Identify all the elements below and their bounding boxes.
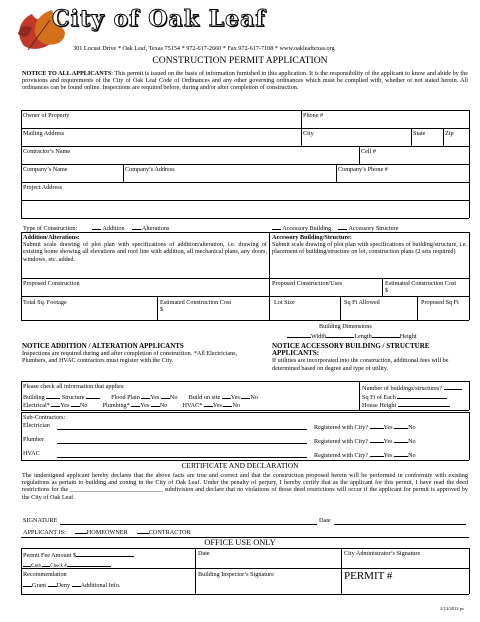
- dollar-sign: $: [160, 306, 164, 314]
- cert-date-label: Date: [319, 517, 331, 524]
- electrician-label: Electrician: [23, 422, 50, 429]
- yes-label: Yes: [60, 402, 70, 409]
- contractor-label: CONTRACTOR: [148, 529, 191, 536]
- phone-field[interactable]: Phone #: [303, 112, 324, 119]
- electrician-registered: [314, 422, 416, 431]
- house-height-label: House Height: [362, 402, 397, 409]
- homeowner-label: HOMEOWNER: [86, 529, 128, 536]
- owner-field[interactable]: Owner of Property: [23, 112, 70, 119]
- hvac-sub-label: HVAC: [23, 450, 40, 457]
- length-label: Length: [354, 333, 372, 340]
- recommendation-label: Recommendation: [23, 571, 67, 578]
- num-buildings-label: Number of buildings/structures?: [362, 385, 443, 392]
- no-label: No: [250, 394, 258, 401]
- company-phone-field[interactable]: Company’s Phone #: [338, 166, 388, 173]
- company-name-field[interactable]: Company’s Name: [23, 166, 68, 173]
- plumbing-no-checkbox[interactable]: [151, 400, 160, 407]
- permit-fee-field[interactable]: [23, 550, 134, 559]
- type-of-construction-label: Type of Construction:: [23, 225, 78, 232]
- est-cost-label: Estimated Construction Cost: [385, 280, 457, 287]
- building-label: Building: [23, 394, 45, 401]
- signature-label: SIGNATURE: [23, 517, 58, 524]
- building-checkbox[interactable]: [46, 392, 60, 399]
- plumbing-label: Plumbing*: [102, 402, 130, 409]
- no-label: No: [408, 424, 416, 431]
- signature-input[interactable]: [60, 524, 317, 525]
- deny-checkbox[interactable]: [48, 580, 57, 587]
- company-address-field[interactable]: Company’s Address: [125, 166, 175, 173]
- est-cost-label: Estimated Construction Cost: [160, 299, 232, 306]
- accessory-building-checkbox[interactable]: [272, 223, 281, 230]
- dollar-sign: $: [385, 287, 389, 295]
- accessory-block: [272, 234, 467, 256]
- additional-info-label: Additional Info.: [80, 582, 121, 589]
- plumbing-yes-checkbox[interactable]: [131, 400, 140, 407]
- addition-alterations-text: Submit scale drawing of plot plan with specifications of addition/alteration, i.e. drawing of existing home showing all elevations and roof line with addition, all mechanical plans, any doors, windows, etc. added.: [23, 241, 267, 263]
- flood-plain-label: Flood Plain: [111, 394, 140, 401]
- electrician-registered-no[interactable]: [394, 422, 408, 429]
- addition-notice-text: Inspections are required during and after completion of construction. *All Electricians, Plumbers, and HVAC contractors must register with the City.: [22, 350, 238, 365]
- no-label: No: [408, 438, 416, 445]
- accessory-notice-title: NOTICE ACCESSORY BUILDING / STRUCTURE APPLICANTS:: [272, 342, 430, 358]
- electrical-label: Electrical*: [23, 402, 50, 409]
- notice-to-applicants: [22, 70, 468, 92]
- plumber-input[interactable]: [57, 443, 307, 444]
- hvac-registered-yes[interactable]: [370, 450, 384, 457]
- addition-alterations-title: Addition/Alterations:: [23, 234, 80, 241]
- grant-label: Grant: [32, 582, 47, 589]
- accessory-building-label: Accessory Building: [282, 225, 332, 232]
- proposed-sq-ft-field[interactable]: Proposed Sq Ft: [421, 299, 459, 306]
- addition-notice: [22, 343, 262, 365]
- accessory-title: Accessory Building/Structure:: [272, 234, 352, 241]
- yes-label: Yes: [150, 394, 160, 401]
- sub-contractors-title: Sub-Contractors:: [23, 414, 66, 421]
- estimated-cost-field-accessory[interactable]: [385, 280, 456, 294]
- payment-row: [23, 560, 111, 570]
- accessory-notice-text: If utilities are incorporated into the construction, additional fees will be determined based on degree and type of utility.: [272, 357, 449, 372]
- permit-fee-label: Permit Fee Amount $: [23, 552, 77, 559]
- certificate-title: CERTIFICATE AND DECLARATION: [181, 461, 299, 470]
- proposed-construction-field[interactable]: Proposed Construction: [23, 280, 80, 287]
- contractor-name-field[interactable]: Contractor’s Name: [23, 148, 71, 155]
- electrician-input[interactable]: [57, 429, 307, 430]
- notice-label: NOTICE TO ALL APPLICANTS: [22, 70, 112, 77]
- checklist-row-2: [23, 400, 240, 409]
- no-label: No: [79, 402, 88, 409]
- estimated-cost-field-addition[interactable]: [160, 299, 231, 313]
- hvac-input[interactable]: [57, 457, 307, 458]
- hvac-yes-checkbox[interactable]: [204, 400, 213, 407]
- applicant-is-row: [23, 527, 191, 536]
- addition-notice-title: NOTICE ADDITION / ALTERATION APPLICANTS: [22, 342, 184, 350]
- hvac-label: HVAC*: [182, 402, 203, 409]
- zip-field[interactable]: Zip: [445, 130, 454, 137]
- building-dimensions-label: Building Dimensions: [319, 323, 372, 330]
- grant-checkbox[interactable]: [23, 580, 32, 587]
- yes-label: Yes: [383, 424, 393, 431]
- build-on-site-no-checkbox[interactable]: [241, 392, 250, 399]
- office-date-field[interactable]: Date: [198, 550, 210, 557]
- city-admin-signature-field[interactable]: City Administrator’s Signature: [344, 550, 421, 557]
- width-label: Width: [311, 333, 327, 340]
- addition-label: Addition: [102, 225, 125, 232]
- yes-label: Yes: [230, 394, 240, 401]
- sq-ft-each-label: Sq Ft of Each: [362, 394, 396, 401]
- flood-plain-no-checkbox[interactable]: [161, 392, 170, 399]
- check-label: Check #: [50, 564, 67, 569]
- accessory-structure-label: Accessory Structure: [348, 225, 399, 232]
- proposed-uses-field[interactable]: Proposed Construction/Uses: [272, 280, 343, 287]
- cash-checkbox[interactable]: [23, 560, 31, 567]
- applicant-is-label: APPLICANT IS:: [23, 529, 66, 536]
- electrical-no-checkbox[interactable]: [71, 400, 80, 407]
- total-sq-footage-field[interactable]: Total Sq. Footage: [23, 299, 67, 306]
- mailing-address-field[interactable]: Mailing Address: [23, 130, 65, 137]
- accessory-notice: [272, 343, 467, 372]
- plumber-registered: [314, 436, 416, 445]
- yes-label: Yes: [383, 452, 393, 459]
- plumber-registered-yes[interactable]: [370, 436, 384, 443]
- num-buildings-field[interactable]: [362, 383, 462, 392]
- state-field[interactable]: State: [413, 130, 426, 137]
- certificate-text: The undersigned applicant hereby declares that the above facts are true and correct and that the construction proposed herein will be performed in conformity with existing regulations as pertain to building and zoning in the City of Oak Leaf. Under the penalty of perjury, I hereby certify that as the applicant for this permit, I have read the deed restrictions for the ______________________________ subdivision and declare that no violations of those deed restrictions will occur if the applicant for permit is approved by the City of Oak Leaf.: [22, 472, 468, 501]
- alterations-label: Alterations: [141, 225, 170, 232]
- cert-date-input[interactable]: [334, 524, 466, 525]
- plumber-registered-no[interactable]: [394, 436, 408, 443]
- footer-date: 2/13/2012 pc: [440, 606, 465, 611]
- accessory-text: Submit scale drawing of plot plan with specifications of building/structure, i.e. placement of building/structure on lot, construction plans (2 sets required): [272, 241, 467, 256]
- inspector-signature-field[interactable]: Building Inspector’s Signature: [198, 571, 274, 578]
- no-label: No: [408, 452, 416, 459]
- homeowner-checkbox[interactable]: [75, 527, 87, 534]
- accessory-structure-checkbox[interactable]: [338, 223, 347, 230]
- alterations-checkbox[interactable]: [132, 223, 141, 230]
- notice-text: : This permit is issued on the basis of information furnished in this application. It is the responsibility of the applicant to know and abide by the provisions and requirements of the City of Oak Leaf Code of Ordinances and any other governing ordinances which must be complied with, whether or not stated herein. All ordinances can be found online. Inspections are required before, during and/or after completion of construction.: [22, 70, 468, 92]
- deny-label: Deny: [56, 582, 71, 589]
- height-label: Height: [399, 333, 417, 340]
- no-label: No: [159, 402, 168, 409]
- registered-label: Registered with City?: [314, 438, 368, 445]
- cell-field[interactable]: Cell #: [361, 148, 376, 155]
- cash-label: Cash: [31, 564, 41, 569]
- project-address-field[interactable]: Project Address: [23, 184, 63, 191]
- build-on-site-yes-checkbox[interactable]: [222, 392, 231, 399]
- sq-ft-allowed-field[interactable]: Sq Ft Allowed: [344, 299, 380, 306]
- contractor-checkbox[interactable]: [137, 527, 149, 534]
- additional-info-checkbox[interactable]: [72, 580, 81, 587]
- structure-checkbox[interactable]: [86, 392, 100, 399]
- signature-row: [23, 517, 57, 524]
- house-height-field[interactable]: [362, 400, 450, 409]
- hvac-registered-no[interactable]: [394, 450, 408, 457]
- electrical-yes-checkbox[interactable]: [51, 400, 60, 407]
- please-check-label: Please check all information that applies:: [23, 383, 125, 390]
- flood-plain-yes-checkbox[interactable]: [141, 392, 150, 399]
- structure-label: Structure: [61, 394, 85, 401]
- registered-label: Registered with City?: [314, 424, 368, 431]
- recommendation-row: [23, 580, 120, 589]
- no-label: No: [169, 394, 178, 401]
- office-use-title: OFFICE USE ONLY: [204, 538, 276, 547]
- permit-number-field[interactable]: PERMIT #: [344, 570, 393, 582]
- hvac-registered: [314, 450, 416, 459]
- no-label: No: [232, 402, 240, 409]
- addition-checkbox[interactable]: [92, 223, 101, 230]
- electrician-registered-yes[interactable]: [370, 422, 384, 429]
- yes-label: Yes: [383, 438, 393, 445]
- build-on-site-label: Build on site: [188, 394, 221, 401]
- addition-alterations-block: [23, 234, 267, 263]
- address-line: 301 Locust Drive * Oak Leaf, Texas 75154 * 972-617-2660 * Fax 972-617-7108 * www.oakleaftexas.org: [73, 45, 335, 52]
- yes-label: Yes: [140, 402, 150, 409]
- city-logo-title: City of Oak Leaf: [52, 6, 266, 32]
- lot-size-field[interactable]: Lot Size: [274, 299, 295, 306]
- registered-label: Registered with City?: [314, 452, 368, 459]
- city-field[interactable]: City: [303, 130, 314, 137]
- form-title: CONSTRUCTION PERMIT APPLICATION: [152, 55, 328, 66]
- yes-label: Yes: [212, 402, 222, 409]
- plumber-label: Plumber: [23, 436, 44, 443]
- building-dimensions-inputs[interactable]: [287, 331, 417, 340]
